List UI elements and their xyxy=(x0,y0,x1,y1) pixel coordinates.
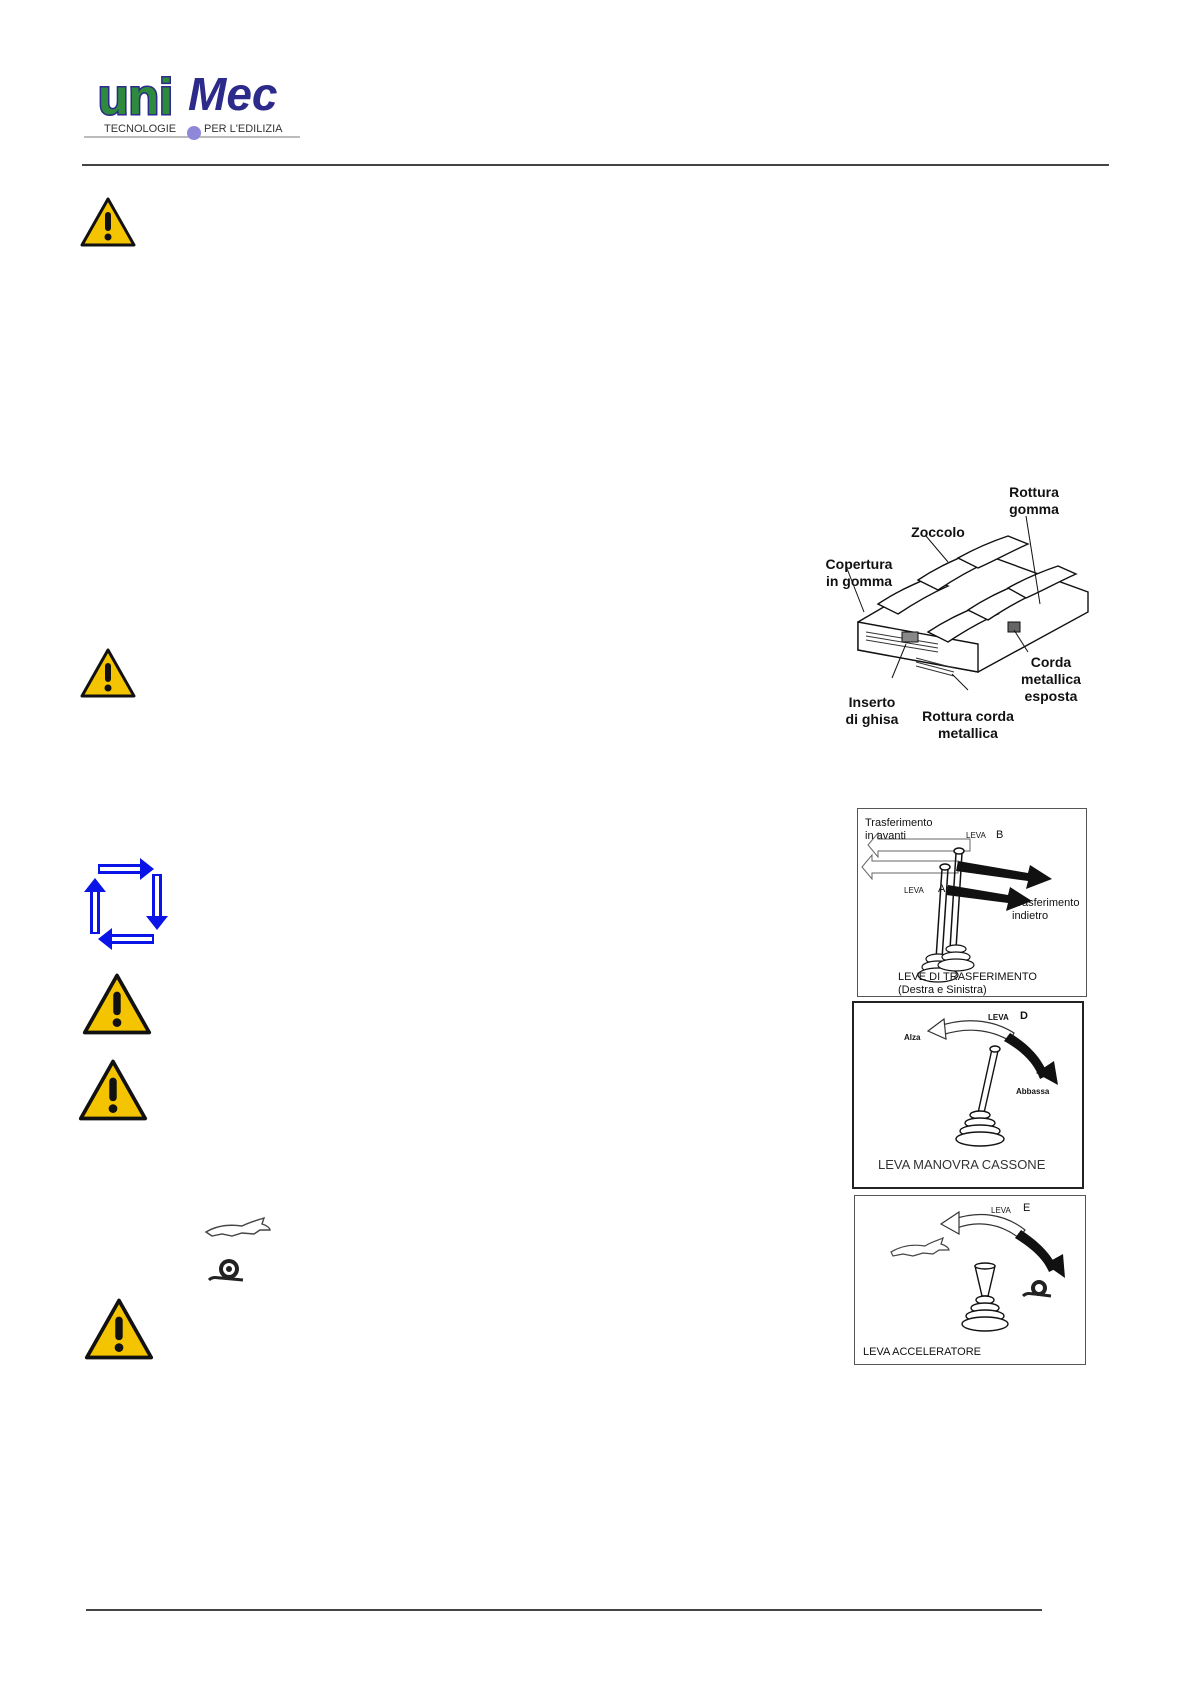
label-trasferimento-avanti: Trasferimento in avanti xyxy=(865,817,933,842)
throttle-lever-drawing xyxy=(855,1196,1085,1364)
snail-slow-icon xyxy=(207,1258,247,1287)
label-inserto-ghisa: Inserto di ghisa xyxy=(845,694,899,727)
label-leva-b-word: LEVA xyxy=(966,831,986,840)
label-rottura-corda: Rottura corda metallica xyxy=(922,708,1014,741)
cassone-lever-figure xyxy=(852,1001,1084,1189)
logo-brand-left: uni xyxy=(98,69,173,125)
label-leva-b-letter: B xyxy=(996,829,1004,841)
label-zoccolo: Zoccolo xyxy=(911,524,965,540)
label-corda-esposta: Corda metallica esposta xyxy=(1021,654,1081,704)
label-leva-e-letter: E xyxy=(1023,1202,1031,1214)
label-leva-e-word: LEVA xyxy=(991,1206,1011,1215)
label-leva-d-letter: D xyxy=(1020,1010,1028,1022)
transfer-levers-figure xyxy=(857,808,1087,997)
footer-rule xyxy=(86,1609,1042,1611)
cycle-arrows-icon xyxy=(84,858,168,955)
logo-tagline-left: TECNOLOGIE xyxy=(104,123,177,135)
label-leva-d-word: LEVA xyxy=(988,1013,1009,1022)
logo-tagline-right: PER L'EDILIZIA xyxy=(204,123,283,135)
throttle-caption: LEVA ACCELERATORE xyxy=(863,1346,981,1358)
warning-icon xyxy=(84,1298,154,1365)
label-leva-a-letter: A xyxy=(938,883,946,895)
cassone-caption: LEVA MANOVRA CASSONE xyxy=(878,1157,1046,1172)
warning-icon xyxy=(82,973,152,1040)
warning-icon xyxy=(80,197,136,252)
label-abbassa: Abbassa xyxy=(1016,1087,1050,1096)
label-trasferimento-indietro: Trasferimento indietro xyxy=(1012,897,1080,922)
header-rule xyxy=(82,164,1109,166)
label-alza: Alza xyxy=(904,1033,921,1042)
label-rottura-gomma: Rottura gomma xyxy=(1009,484,1059,517)
label-copertura-gomma: Copertura in gomma xyxy=(825,556,893,589)
rabbit-fast-icon xyxy=(202,1216,274,1245)
warning-icon xyxy=(78,1059,148,1126)
throttle-lever-figure xyxy=(854,1195,1086,1365)
transfer-caption-1: LEVE DI TRASFERIMENTO xyxy=(898,971,1037,983)
unimec-logo-graphic xyxy=(84,66,300,142)
transfer-caption-2: (Destra e Sinistra) xyxy=(898,984,987,996)
logo-orb-icon xyxy=(187,126,201,140)
company-logo xyxy=(84,66,300,142)
warning-icon xyxy=(80,648,136,703)
logo-brand-right: Mec xyxy=(188,68,278,120)
rubber-track-figure xyxy=(818,482,1094,744)
label-leva-a-word: LEVA xyxy=(904,886,924,895)
